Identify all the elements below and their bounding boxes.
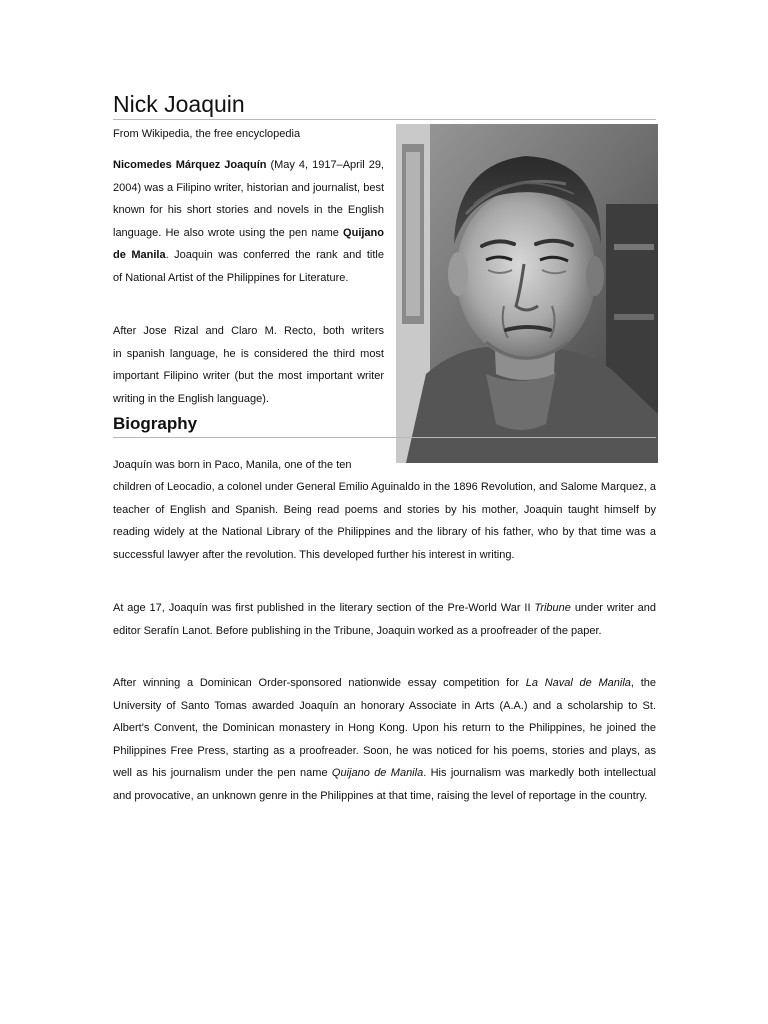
biography-heading: Biography	[113, 414, 198, 433]
subject-full-name: Nicomedes Márquez Joaquín	[113, 159, 267, 171]
bio-p3-text-b: , the University of Santo Tomas awarded Joaquín an honorary Associate in Arts (A.A.) and a scholarship to St. Albert's Convent, the Dominican monastery in Hong Kong. Upon his return to the Philippines, he joined the Philippines Free Press, starting as a proofreader. Soon, he was noticed for his poems, stories and plays, as well as his journalism under the pen name	[113, 677, 656, 780]
lead-paragraph	[113, 154, 384, 290]
lead-text-1: (May 4, 1917–April 29, 2004) was a Filipino writer, historian and journalist, best known for his short stories and novels in the English language. He also wrote using the pen name	[113, 159, 384, 239]
newspaper-title: Tribune	[534, 602, 571, 614]
bio-p3-text-a: After winning a Dominican Order-sponsored nationwide essay competition for	[113, 677, 526, 689]
portrait-photo	[396, 124, 658, 463]
pen-name-italic: Quijano de Manila	[331, 767, 424, 780]
article-title: Nick Joaquin	[113, 91, 245, 117]
biography-paragraph-3	[113, 672, 656, 808]
essay-title: La Naval de Manila	[525, 677, 631, 689]
biography-paragraph-1-line-1: Joaquín was born in Paco, Manila, one of the ten	[113, 459, 352, 471]
article-tagline: From Wikipedia, the free encyclopedia	[113, 128, 301, 140]
lead-paragraph-2: After Jose Rizal and Claro M. Recto, both writers in spanish language, he is considered the third most important Filipino writer (but the most important writer writing in the English language).	[113, 325, 384, 405]
biography-paragraph-2	[113, 597, 656, 642]
title-divider	[113, 119, 656, 120]
bio-p2-text-b: under writer and editor Serafín Lanot. Before publishing in the Tribune, Joaquin worked as a proofreader of the paper.	[113, 602, 657, 637]
bio-p3-text-c: . His journalism was markedly both intellectual and provocative, an unknown genre in the Philippines at that time, raising the level of reportage in the country.	[113, 767, 656, 802]
lead-text-2: . Joaquin was conferred the rank and title of National Artist of the Philippines for Literature.	[113, 249, 384, 284]
pen-name: Quijano de Manila	[113, 226, 384, 262]
biography-divider	[113, 437, 656, 438]
biography-paragraph-1: children of Leocadio, a colonel under General Emilio Aguinaldo in the 1896 Revolution, and Salome Marquez, a teacher of English and Spanish. Being read poems and stories by his mother, Joaquin taught himself by reading widely at the National Library of the Philippines and the library of his father, who by that time was a successful lawyer after the revolution. This developed further his interest in writing.	[113, 481, 656, 561]
bio-p2-text-a: At age 17, Joaquín was first published in the literary section of the Pre-World War II	[113, 602, 535, 614]
